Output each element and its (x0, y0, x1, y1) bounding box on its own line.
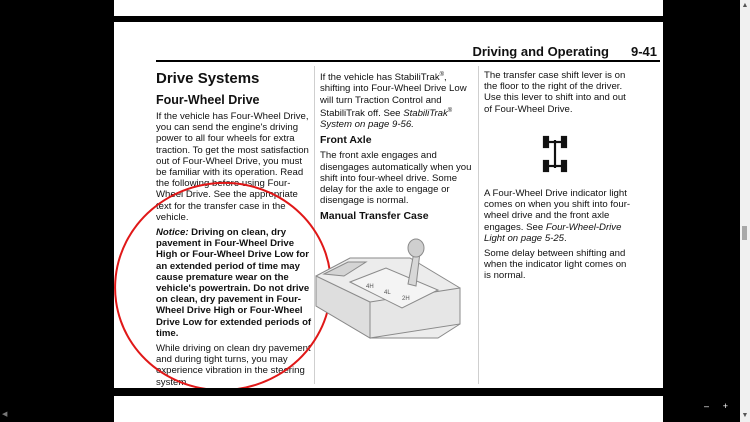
intro-paragraph: If the vehicle has Four-Wheel Drive, you can send the engine's driving power to all four wheels for extra traction. To get the most satisfaction out of Four-Wheel Drive, you must be familiar with its operation. Read the following before using Four-Wheel Drive. See the appropriate text for the transfer case in the vehicle. (156, 111, 309, 223)
scroll-up-icon[interactable]: ▲ (741, 2, 749, 9)
four-wheel-drive-indicator-icon (542, 134, 568, 174)
zoom-in-icon[interactable]: + (722, 401, 728, 411)
stabilitrak-ref-page[interactable]: System on page 9-56. (320, 119, 414, 131)
header-page-number: 9-41 (630, 44, 657, 59)
zoom-controls (704, 402, 728, 410)
stabilitrak-ref[interactable]: StabiliTrak (403, 107, 448, 119)
previous-page-bottom (114, 0, 663, 16)
vertical-scrollbar[interactable] (740, 0, 750, 422)
header-section: Driving and Operating (472, 44, 609, 59)
registered-mark: ® (447, 107, 453, 114)
page-header (114, 44, 663, 60)
svg-text:4H: 4H (366, 284, 374, 290)
registered-mark: ® (439, 72, 445, 78)
manual-transfer-case-heading: Manual Transfer Case (320, 210, 429, 223)
subsection-title: Four-Wheel Drive (156, 93, 260, 107)
manual-page (114, 22, 663, 388)
svg-text:2H: 2H (402, 296, 410, 302)
stabilitrak-paragraph (320, 70, 472, 130)
delay-paragraph: Some delay between shifting and when the indicator light comes on is normal. (484, 248, 627, 282)
stabilitrak-text-2: , shifting into Four-Wheel Drive Low will turn Traction Control and StabiliTrak off. See (320, 72, 467, 119)
next-page-top (114, 396, 663, 422)
indicator-text: A Four-Wheel Drive indicator light comes on when you shift into four-wheel drive and the front axle engages. See (484, 188, 631, 233)
transfer-case-lever-illustration (310, 226, 470, 348)
header-text (472, 44, 657, 59)
indicator-paragraph (484, 188, 634, 244)
stabilitrak-text: If the vehicle has StabiliTrak (320, 72, 440, 84)
column-2 (320, 70, 472, 226)
left-arrow-icon[interactable]: ◀ (2, 411, 8, 418)
closing-paragraph: While driving on clean dry pavement and during tight turns, you may experience vibration in the steering system. (156, 343, 311, 388)
indicator-ref[interactable]: Four-Wheel-Drive Light on page 5-25 (484, 221, 622, 244)
column-divider (478, 66, 479, 384)
zoom-out-icon[interactable]: – (704, 401, 710, 411)
header-rule (156, 60, 660, 62)
section-title: Drive Systems (156, 70, 260, 87)
scroll-down-icon[interactable]: ▼ (741, 412, 749, 419)
lever-paragraph: The transfer case shift lever is on the floor to the right of the driver. Use this lever to shift into and out of Four-Wheel Drive. (484, 70, 626, 115)
notice-text: Driving on clean, dry pavement in Four-Wheel Drive High or Four-Wheel Drive Low for an extended period of time may cause premature wear on the vehicle's powertrain. Do not drive on clean, dry pavement in Four-Wheel Drive High or Four-Wheel Drive Low for extended periods of time. (156, 227, 312, 339)
column-3 (484, 70, 634, 119)
front-axle-heading: Front Axle (320, 134, 372, 147)
front-axle-paragraph: The front axle engages and disengages automatically when you shift into four-wheel drive. Some delay for the axle to engage or disengage is normal. (320, 150, 472, 207)
svg-text:4L: 4L (384, 290, 391, 296)
indicator-end: . (564, 232, 567, 244)
column-3-lower (484, 188, 634, 286)
notice-label: Notice: (156, 227, 189, 239)
scroll-thumb[interactable] (742, 226, 747, 240)
